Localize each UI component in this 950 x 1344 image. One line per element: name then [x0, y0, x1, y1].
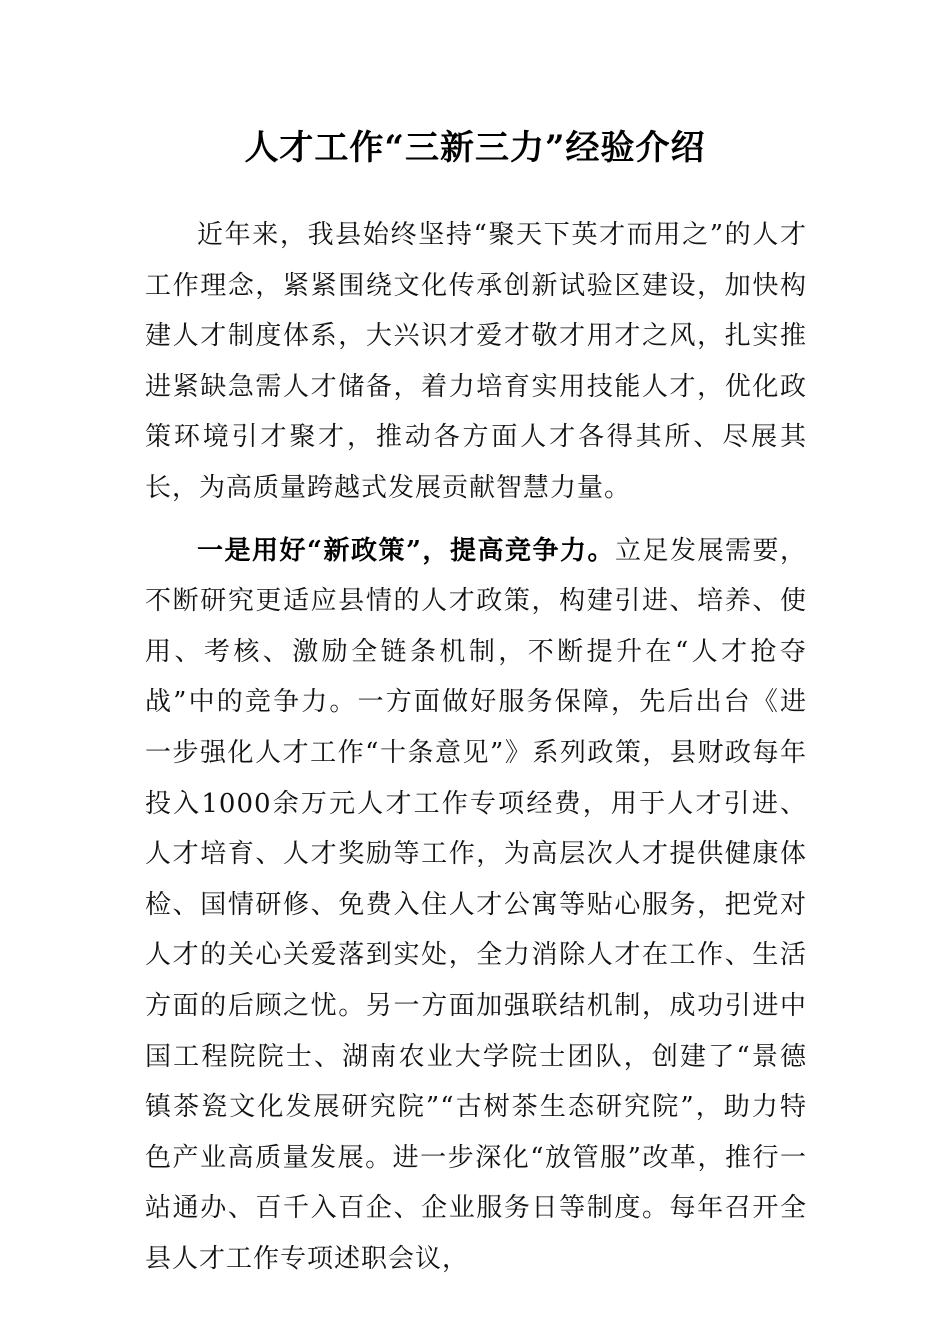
section-1-text: 立足发展需要，不断研究更适应县情的人才政策，构建引进、培养、使用、考核、激励全链条机制，不断提升在“人才抢夺战”中的竞争力。一方面做好服务保障，先后出台《进一步强化人才工作“十条意见”》系列政策，县财政每年投入1000余万元人才工作专项经费，用于人才引进、人才培育、人才奖励等工作，为高层次人才提供健康体检、国情研修、免费入住人才公寓等贴心服务，把党对人才的关心关爱落到实处，全力消除人才在工作、生活方面的后顾之忧。另一方面加强联结机制，成功引进中国工程院院士、湖南农业大学院士团队，创建了“景德镇茶瓷文化发展研究院”“古树茶生态研究院”，助力特色产业高质量发展。进一步深化“放管服”改革，推行一站通办、百千入百企、企业服务日等制度。每年召开全县人才工作专项述职会议，: [145, 535, 807, 1274]
intro-paragraph: 近年来，我县始终坚持“聚天下英才而用之”的人才工作理念，紧紧围绕文化传承创新试验区建设，加快构建人才制度体系，大兴识才爱才敬才用才之风，扎实推进紧缺急需人才储备，着力培育实用技能人才，优化政策环境引才聚才，推动各方面人才各得其所、尽展其长，为高质量跨越式发展贡献智慧力量。: [145, 220, 807, 503]
section-1-paragraph: [145, 526, 807, 1285]
document-title: 人才工作“三新三力”经验介绍: [244, 128, 706, 168]
document-body: [145, 210, 807, 1284]
section-1-heading: 一是用好“新政策”，提高竞争力。: [197, 535, 615, 566]
